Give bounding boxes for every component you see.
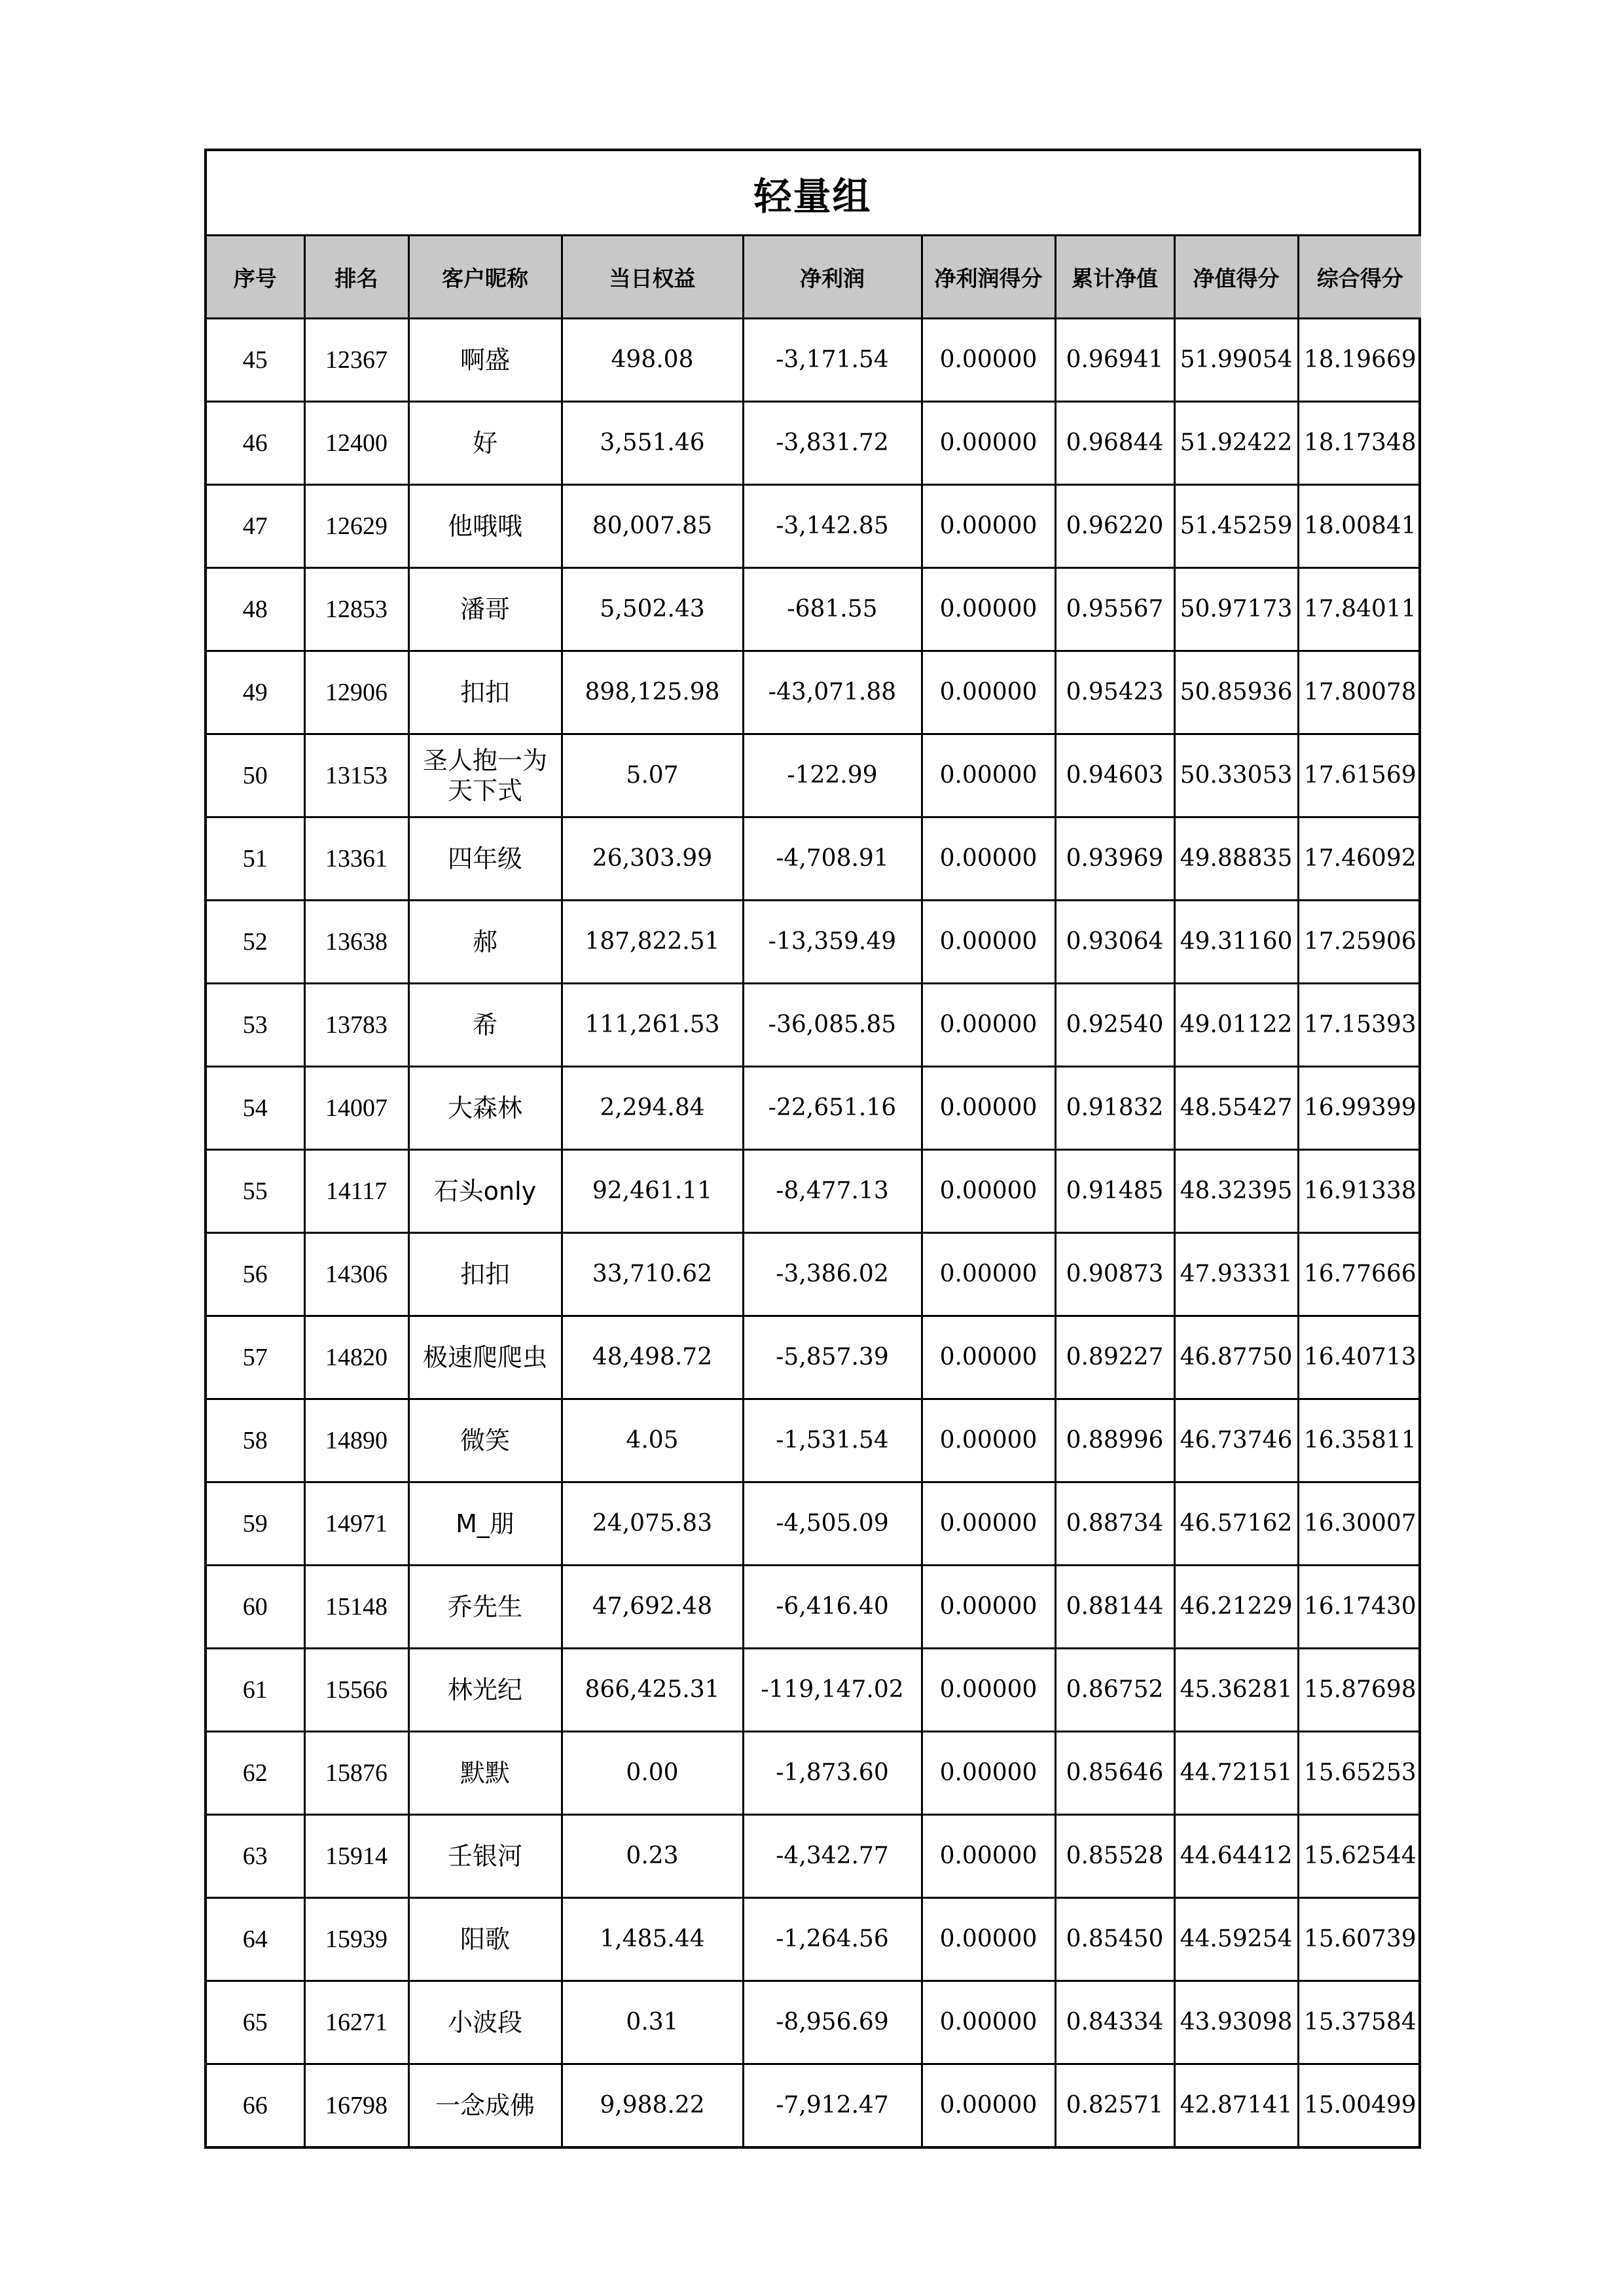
header-total-score: 综合得分 [1298, 236, 1421, 319]
header-rank: 排名 [304, 236, 408, 319]
equity-cell: 0.31 [562, 1981, 743, 2064]
rank-cell: 15148 [304, 1566, 408, 1649]
nav-score-cell: 50.85936 [1174, 651, 1298, 734]
nav-score-cell: 50.33053 [1174, 734, 1298, 817]
index-cell: 52 [207, 901, 304, 984]
table-row [207, 817, 1421, 901]
cumulative-nav-cell: 0.89227 [1055, 1316, 1174, 1399]
total-score-cell: 15.37584 [1298, 1981, 1421, 2064]
total-score-cell: 16.30007 [1298, 1482, 1421, 1566]
cumulative-nav-cell: 0.86752 [1055, 1649, 1174, 1732]
index-cell: 66 [207, 2064, 304, 2147]
cumulative-nav-cell: 0.88734 [1055, 1482, 1174, 1566]
rank-cell: 14971 [304, 1482, 408, 1566]
nav-score-cell: 51.92422 [1174, 402, 1298, 485]
total-score-cell: 15.60739 [1298, 1898, 1421, 1981]
net-profit-score-cell: 0.00000 [922, 1399, 1055, 1482]
total-score-cell: 17.80078 [1298, 651, 1421, 734]
index-cell: 57 [207, 1316, 304, 1399]
ranking-table [207, 236, 1421, 2146]
index-cell: 54 [207, 1067, 304, 1150]
net-profit-score-cell: 0.00000 [922, 651, 1055, 734]
table-body [207, 319, 1421, 2147]
rank-cell: 12906 [304, 651, 408, 734]
index-cell: 50 [207, 734, 304, 817]
equity-cell: 5,502.43 [562, 568, 743, 651]
table-row [207, 2064, 1421, 2147]
index-cell: 55 [207, 1150, 304, 1233]
cumulative-nav-cell: 0.93064 [1055, 901, 1174, 984]
table-row [207, 651, 1421, 734]
rank-cell: 14117 [304, 1150, 408, 1233]
cumulative-nav-cell: 0.82571 [1055, 2064, 1174, 2147]
equity-cell: 498.08 [562, 319, 743, 402]
nav-score-cell: 48.55427 [1174, 1067, 1298, 1150]
table-row [207, 984, 1421, 1067]
net-profit-cell: -8,956.69 [743, 1981, 922, 2064]
index-cell: 62 [207, 1732, 304, 1815]
net-profit-cell: -4,342.77 [743, 1815, 922, 1898]
net-profit-cell: -43,071.88 [743, 651, 922, 734]
index-cell: 63 [207, 1815, 304, 1898]
header-cumulative-nav: 累计净值 [1055, 236, 1174, 319]
nav-score-cell: 46.73746 [1174, 1399, 1298, 1482]
net-profit-cell: -13,359.49 [743, 901, 922, 984]
equity-cell: 0.23 [562, 1815, 743, 1898]
net-profit-cell: -5,857.39 [743, 1316, 922, 1399]
rank-cell: 12629 [304, 485, 408, 568]
index-cell: 46 [207, 402, 304, 485]
table-row [207, 1316, 1421, 1399]
nickname-cell: 大森林 [408, 1067, 562, 1150]
nickname-cell: M_朋 [408, 1482, 562, 1566]
nav-score-cell: 47.93331 [1174, 1233, 1298, 1316]
index-cell: 56 [207, 1233, 304, 1316]
nickname-cell: 一念成佛 [408, 2064, 562, 2147]
nav-score-cell: 49.31160 [1174, 901, 1298, 984]
nav-score-cell: 46.87750 [1174, 1316, 1298, 1399]
net-profit-score-cell: 0.00000 [922, 1566, 1055, 1649]
net-profit-cell: -3,831.72 [743, 402, 922, 485]
equity-cell: 898,125.98 [562, 651, 743, 734]
equity-cell: 47,692.48 [562, 1566, 743, 1649]
ranking-table-sheet [204, 149, 1421, 2149]
net-profit-score-cell: 0.00000 [922, 1815, 1055, 1898]
rank-cell: 15876 [304, 1732, 408, 1815]
net-profit-score-cell: 0.00000 [922, 901, 1055, 984]
equity-cell: 92,461.11 [562, 1150, 743, 1233]
index-cell: 58 [207, 1399, 304, 1482]
net-profit-score-cell: 0.00000 [922, 1732, 1055, 1815]
cumulative-nav-cell: 0.85450 [1055, 1898, 1174, 1981]
total-score-cell: 18.17348 [1298, 402, 1421, 485]
nickname-cell: 石头only [408, 1150, 562, 1233]
cumulative-nav-cell: 0.88996 [1055, 1399, 1174, 1482]
total-score-cell: 17.15393 [1298, 984, 1421, 1067]
table-row [207, 1898, 1421, 1981]
rank-cell: 15566 [304, 1649, 408, 1732]
table-title: 轻量组 [207, 151, 1418, 236]
cumulative-nav-cell: 0.95423 [1055, 651, 1174, 734]
nickname-cell: 默默 [408, 1732, 562, 1815]
rank-cell: 13783 [304, 984, 408, 1067]
net-profit-cell: -7,912.47 [743, 2064, 922, 2147]
header-equity: 当日权益 [562, 236, 743, 319]
index-cell: 45 [207, 319, 304, 402]
net-profit-score-cell: 0.00000 [922, 485, 1055, 568]
rank-cell: 13153 [304, 734, 408, 817]
cumulative-nav-cell: 0.93969 [1055, 817, 1174, 901]
equity-cell: 1,485.44 [562, 1898, 743, 1981]
table-row [207, 1566, 1421, 1649]
total-score-cell: 17.61569 [1298, 734, 1421, 817]
net-profit-cell: -22,651.16 [743, 1067, 922, 1150]
cumulative-nav-cell: 0.85528 [1055, 1815, 1174, 1898]
equity-cell: 4.05 [562, 1399, 743, 1482]
net-profit-score-cell: 0.00000 [922, 1649, 1055, 1732]
equity-cell: 3,551.46 [562, 402, 743, 485]
nav-score-cell: 45.36281 [1174, 1649, 1298, 1732]
nav-score-cell: 44.72151 [1174, 1732, 1298, 1815]
nickname-cell: 壬银河 [408, 1815, 562, 1898]
cumulative-nav-cell: 0.96941 [1055, 319, 1174, 402]
total-score-cell: 15.00499 [1298, 2064, 1421, 2147]
net-profit-cell: -1,264.56 [743, 1898, 922, 1981]
net-profit-cell: -3,386.02 [743, 1233, 922, 1316]
nav-score-cell: 49.01122 [1174, 984, 1298, 1067]
rank-cell: 15914 [304, 1815, 408, 1898]
table-row [207, 1067, 1421, 1150]
total-score-cell: 16.77666 [1298, 1233, 1421, 1316]
table-row [207, 1732, 1421, 1815]
table-row [207, 901, 1421, 984]
net-profit-score-cell: 0.00000 [922, 1981, 1055, 2064]
table-row [207, 1482, 1421, 1566]
table-row [207, 319, 1421, 402]
header-nickname: 客户昵称 [408, 236, 562, 319]
total-score-cell: 15.87698 [1298, 1649, 1421, 1732]
rank-cell: 15939 [304, 1898, 408, 1981]
index-cell: 47 [207, 485, 304, 568]
net-profit-cell: -8,477.13 [743, 1150, 922, 1233]
net-profit-cell: -1,531.54 [743, 1399, 922, 1482]
rank-cell: 13361 [304, 817, 408, 901]
equity-cell: 33,710.62 [562, 1233, 743, 1316]
total-score-cell: 16.91338 [1298, 1150, 1421, 1233]
total-score-cell: 18.00841 [1298, 485, 1421, 568]
header-net-profit: 净利润 [743, 236, 922, 319]
cumulative-nav-cell: 0.85646 [1055, 1732, 1174, 1815]
nickname-cell: 四年级 [408, 817, 562, 901]
table-row [207, 1150, 1421, 1233]
net-profit-score-cell: 0.00000 [922, 1316, 1055, 1399]
index-cell: 65 [207, 1981, 304, 2064]
net-profit-score-cell: 0.00000 [922, 1233, 1055, 1316]
net-profit-score-cell: 0.00000 [922, 402, 1055, 485]
equity-cell: 24,075.83 [562, 1482, 743, 1566]
header-nav-score: 净值得分 [1174, 236, 1298, 319]
cumulative-nav-cell: 0.91485 [1055, 1150, 1174, 1233]
net-profit-cell: -3,171.54 [743, 319, 922, 402]
rank-cell: 16798 [304, 2064, 408, 2147]
net-profit-cell: -6,416.40 [743, 1566, 922, 1649]
rank-cell: 14890 [304, 1399, 408, 1482]
total-score-cell: 17.25906 [1298, 901, 1421, 984]
index-cell: 48 [207, 568, 304, 651]
nickname-cell: 小波段 [408, 1981, 562, 2064]
cumulative-nav-cell: 0.91832 [1055, 1067, 1174, 1150]
nickname-cell: 乔先生 [408, 1566, 562, 1649]
table-row [207, 734, 1421, 817]
nav-score-cell: 48.32395 [1174, 1150, 1298, 1233]
net-profit-score-cell: 0.00000 [922, 984, 1055, 1067]
total-score-cell: 16.99399 [1298, 1067, 1421, 1150]
cumulative-nav-cell: 0.92540 [1055, 984, 1174, 1067]
net-profit-cell: -119,147.02 [743, 1649, 922, 1732]
nickname-cell: 微笑 [408, 1399, 562, 1482]
index-cell: 64 [207, 1898, 304, 1981]
index-cell: 60 [207, 1566, 304, 1649]
table-row [207, 568, 1421, 651]
total-score-cell: 18.19669 [1298, 319, 1421, 402]
total-score-cell: 17.46092 [1298, 817, 1421, 901]
rank-cell: 14007 [304, 1067, 408, 1150]
net-profit-cell: -4,505.09 [743, 1482, 922, 1566]
table-row [207, 1981, 1421, 2064]
total-score-cell: 17.84011 [1298, 568, 1421, 651]
nickname-cell: 好 [408, 402, 562, 485]
total-score-cell: 16.40713 [1298, 1316, 1421, 1399]
rank-cell: 12853 [304, 568, 408, 651]
rank-cell: 12400 [304, 402, 408, 485]
rank-cell: 14820 [304, 1316, 408, 1399]
rank-cell: 13638 [304, 901, 408, 984]
index-cell: 53 [207, 984, 304, 1067]
nav-score-cell: 51.45259 [1174, 485, 1298, 568]
rank-cell: 14306 [304, 1233, 408, 1316]
nav-score-cell: 44.59254 [1174, 1898, 1298, 1981]
cumulative-nav-cell: 0.96220 [1055, 485, 1174, 568]
nickname-cell: 极速爬爬虫 [408, 1316, 562, 1399]
index-cell: 49 [207, 651, 304, 734]
nickname-cell: 圣人抱一为天下式 [408, 734, 562, 817]
nickname-cell: 他哦哦 [408, 485, 562, 568]
table-row [207, 1815, 1421, 1898]
equity-cell: 48,498.72 [562, 1316, 743, 1399]
equity-cell: 0.00 [562, 1732, 743, 1815]
total-score-cell: 16.17430 [1298, 1566, 1421, 1649]
nav-score-cell: 51.99054 [1174, 319, 1298, 402]
equity-cell: 26,303.99 [562, 817, 743, 901]
nav-score-cell: 46.21229 [1174, 1566, 1298, 1649]
nickname-cell: 林光纪 [408, 1649, 562, 1732]
total-score-cell: 16.35811 [1298, 1399, 1421, 1482]
net-profit-score-cell: 0.00000 [922, 2064, 1055, 2147]
equity-cell: 187,822.51 [562, 901, 743, 984]
net-profit-score-cell: 0.00000 [922, 817, 1055, 901]
table-row [207, 402, 1421, 485]
cumulative-nav-cell: 0.90873 [1055, 1233, 1174, 1316]
cumulative-nav-cell: 0.84334 [1055, 1981, 1174, 2064]
net-profit-score-cell: 0.00000 [922, 1150, 1055, 1233]
cumulative-nav-cell: 0.88144 [1055, 1566, 1174, 1649]
net-profit-cell: -1,873.60 [743, 1732, 922, 1815]
nav-score-cell: 50.97173 [1174, 568, 1298, 651]
nav-score-cell: 46.57162 [1174, 1482, 1298, 1566]
nickname-cell: 潘哥 [408, 568, 562, 651]
net-profit-cell: -4,708.91 [743, 817, 922, 901]
cumulative-nav-cell: 0.94603 [1055, 734, 1174, 817]
equity-cell: 9,988.22 [562, 2064, 743, 2147]
net-profit-score-cell: 0.00000 [922, 1067, 1055, 1150]
net-profit-cell: -122.99 [743, 734, 922, 817]
net-profit-score-cell: 0.00000 [922, 734, 1055, 817]
nav-score-cell: 49.88835 [1174, 817, 1298, 901]
index-cell: 51 [207, 817, 304, 901]
nav-score-cell: 43.93098 [1174, 1981, 1298, 2064]
net-profit-score-cell: 0.00000 [922, 1898, 1055, 1981]
index-cell: 61 [207, 1649, 304, 1732]
nickname-cell: 阳歌 [408, 1898, 562, 1981]
nav-score-cell: 44.64412 [1174, 1815, 1298, 1898]
table-row [207, 1649, 1421, 1732]
header-index: 序号 [207, 236, 304, 319]
index-cell: 59 [207, 1482, 304, 1566]
nickname-cell: 啊盛 [408, 319, 562, 402]
equity-cell: 111,261.53 [562, 984, 743, 1067]
nickname-cell: 扣扣 [408, 651, 562, 734]
header-net-profit-score: 净利润得分 [922, 236, 1055, 319]
net-profit-cell: -681.55 [743, 568, 922, 651]
header-row [207, 236, 1421, 319]
net-profit-score-cell: 0.00000 [922, 568, 1055, 651]
total-score-cell: 15.62544 [1298, 1815, 1421, 1898]
net-profit-cell: -36,085.85 [743, 984, 922, 1067]
nickname-cell: 郝 [408, 901, 562, 984]
table-row [207, 1233, 1421, 1316]
cumulative-nav-cell: 0.96844 [1055, 402, 1174, 485]
cumulative-nav-cell: 0.95567 [1055, 568, 1174, 651]
table-row [207, 485, 1421, 568]
net-profit-score-cell: 0.00000 [922, 319, 1055, 402]
nav-score-cell: 42.87141 [1174, 2064, 1298, 2147]
nickname-cell: 希 [408, 984, 562, 1067]
equity-cell: 80,007.85 [562, 485, 743, 568]
net-profit-cell: -3,142.85 [743, 485, 922, 568]
total-score-cell: 15.65253 [1298, 1732, 1421, 1815]
rank-cell: 16271 [304, 1981, 408, 2064]
net-profit-score-cell: 0.00000 [922, 1482, 1055, 1566]
nickname-cell: 扣扣 [408, 1233, 562, 1316]
table-row [207, 1399, 1421, 1482]
equity-cell: 5.07 [562, 734, 743, 817]
equity-cell: 866,425.31 [562, 1649, 743, 1732]
equity-cell: 2,294.84 [562, 1067, 743, 1150]
rank-cell: 12367 [304, 319, 408, 402]
